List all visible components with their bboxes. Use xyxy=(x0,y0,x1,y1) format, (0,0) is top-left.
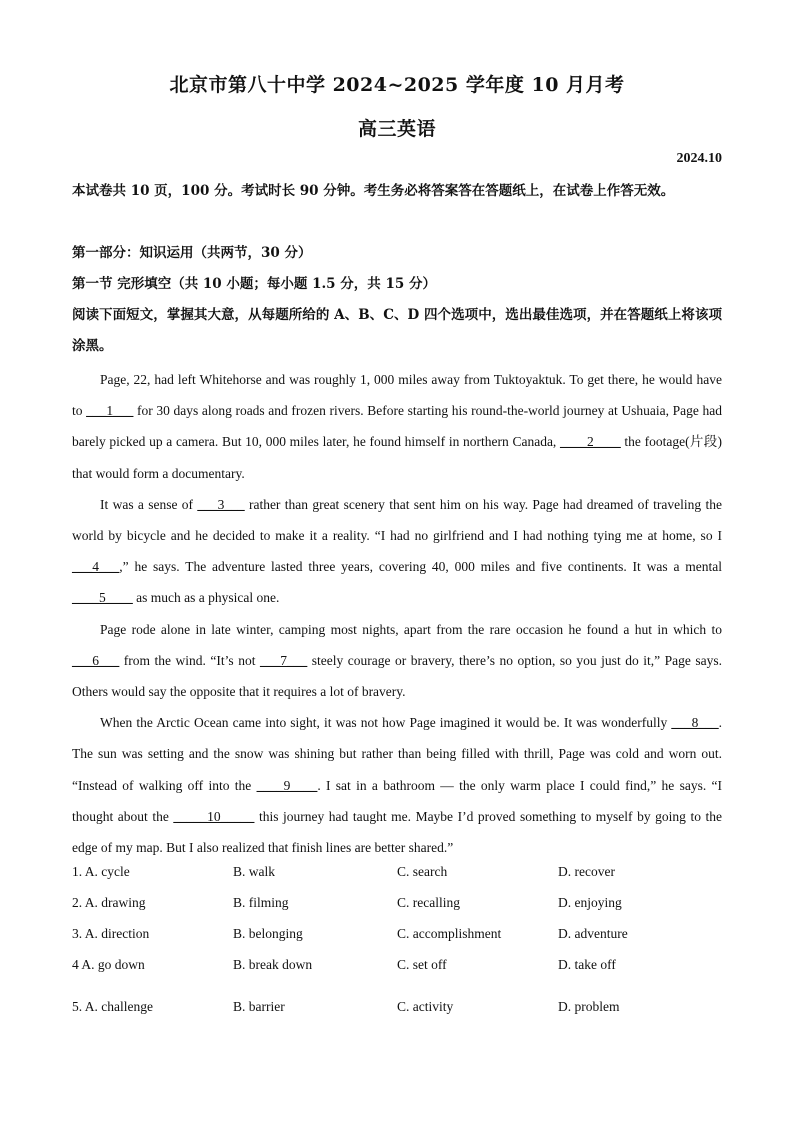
passage-text: this journey had taught me. Maybe I’d proved something to myself by going to the edge of my map. But I also realized that finish lines are better shared.” xyxy=(72,808,722,856)
blank-1: ___1___ xyxy=(86,403,134,419)
option-row-2 xyxy=(72,895,732,926)
passage-text: rather than great scenery that sent him on his way. Page had dreamed of traveling the world by bicycle and he decided to make it a reality. “I had no girlfriend and I had nothing tying me at home, so I xyxy=(72,496,722,544)
passage-text: . I sat in a bathroom — the only warm place I could find,” he says. “I thought about the xyxy=(72,777,722,824)
option-a: 4 A. go down xyxy=(72,957,145,972)
option-d: D. adventure xyxy=(558,926,628,941)
passage-paragraph xyxy=(72,614,722,708)
passage-text: the footage(片段) that would form a documentary. xyxy=(72,434,723,481)
option-row-3 xyxy=(72,926,732,957)
passage-text: steely courage or bravery, there’s no option, so you just do it,” Page says. Others would say the opposite that it requires a lot of bravery. xyxy=(72,652,722,700)
blank-7: ___7___ xyxy=(259,652,308,668)
blank-8: ___8___ xyxy=(671,715,719,731)
blank-6: ___6___ xyxy=(72,652,120,668)
passage-text: When the Arctic Ocean came into sight, it was not how Page imagined it would be. It was wonderfully xyxy=(100,715,672,731)
option-a: 1. A. cycle xyxy=(72,864,130,879)
exam-subject: 高三英语 xyxy=(357,118,436,140)
blank-2: ____2____ xyxy=(560,434,621,450)
passage-text: as much as a physical one. xyxy=(132,590,280,606)
passage-paragraph xyxy=(72,489,722,614)
option-row-5 xyxy=(72,999,732,1030)
cloze-passage xyxy=(72,364,722,863)
option-b: B. break down xyxy=(233,957,313,972)
section-heading: 第一节 完形填空（共 10 小题；每小题 1.5 分，共 15 分） xyxy=(72,276,436,292)
blank-4: ___4___ xyxy=(72,559,120,575)
option-c: C. search xyxy=(397,864,448,879)
passage-paragraph xyxy=(72,364,722,489)
blank-3: ___3___ xyxy=(197,496,245,512)
passage-paragraph xyxy=(72,707,722,863)
option-b: B. walk xyxy=(233,864,275,879)
passage-text: It was a sense of xyxy=(100,496,198,512)
exam-notice: 本试卷共 10 页，100 分。考试时长 90 分钟。考生务必将答案答在答题纸上，在试卷上作答无效。 xyxy=(72,183,675,199)
blank-9: ____9____ xyxy=(256,777,318,793)
option-c: C. accomplishment xyxy=(397,926,502,941)
blank-10: _____10_____ xyxy=(173,808,255,824)
option-c: C. recalling xyxy=(397,895,460,910)
option-d: D. take off xyxy=(558,957,616,972)
passage-text: . The sun was setting and the snow was shining but rather than being filled with thrill, Page was cold and worn out. “Instead of walking off into the xyxy=(72,715,722,793)
option-d: D. enjoying xyxy=(558,895,622,910)
passage-text: Page, 22, had left Whitehorse and was roughly 1, 000 miles away from Tuktoyaktuk. To get there, he would have to xyxy=(72,372,722,419)
blank-5: ____5____ xyxy=(72,590,133,606)
option-c: C. set off xyxy=(397,957,447,972)
option-b: B. filming xyxy=(233,895,289,910)
option-a: 3. A. direction xyxy=(72,926,150,941)
option-b: B. barrier xyxy=(233,999,285,1014)
passage-text: Page rode alone in late winter, camping most nights, apart from the rare occasion he found a hut in which to xyxy=(100,621,722,637)
exam-title: 北京市第八十中学 2024~2025 学年度 10 月月考 xyxy=(169,74,625,96)
section-directions: 阅读下面短文，掌握其大意，从每题所给的 A、B、C、D 四个选项中，选出最佳选项，并在答题纸上将该项涂黑。 xyxy=(72,307,722,354)
option-d: D. recover xyxy=(558,864,615,879)
passage-text: for 30 days along roads and frozen rivers. Before starting his round-the-world journey at Ushuaia, Page had barely picked up a camera. But 10, 000 miles later, he found himself in northern Canada, xyxy=(72,403,722,450)
option-d: D. problem xyxy=(558,999,620,1014)
answer-options xyxy=(72,864,732,1030)
option-c: C. activity xyxy=(397,999,454,1014)
option-b: B. belonging xyxy=(233,926,303,941)
option-a: 2. A. drawing xyxy=(72,895,146,910)
part-heading: 第一部分：知识运用（共两节，30 分） xyxy=(72,245,312,261)
passage-text: ,” he says. The adventure lasted three years, covering 40, 000 miles and five continents. It was a mental xyxy=(119,559,722,575)
option-row-1 xyxy=(72,864,732,895)
option-a: 5. A. challenge xyxy=(72,999,153,1014)
exam-date: 2024.10 xyxy=(676,151,722,166)
passage-text: from the wind. “It’s not xyxy=(119,652,260,668)
option-row-4 xyxy=(72,957,732,999)
